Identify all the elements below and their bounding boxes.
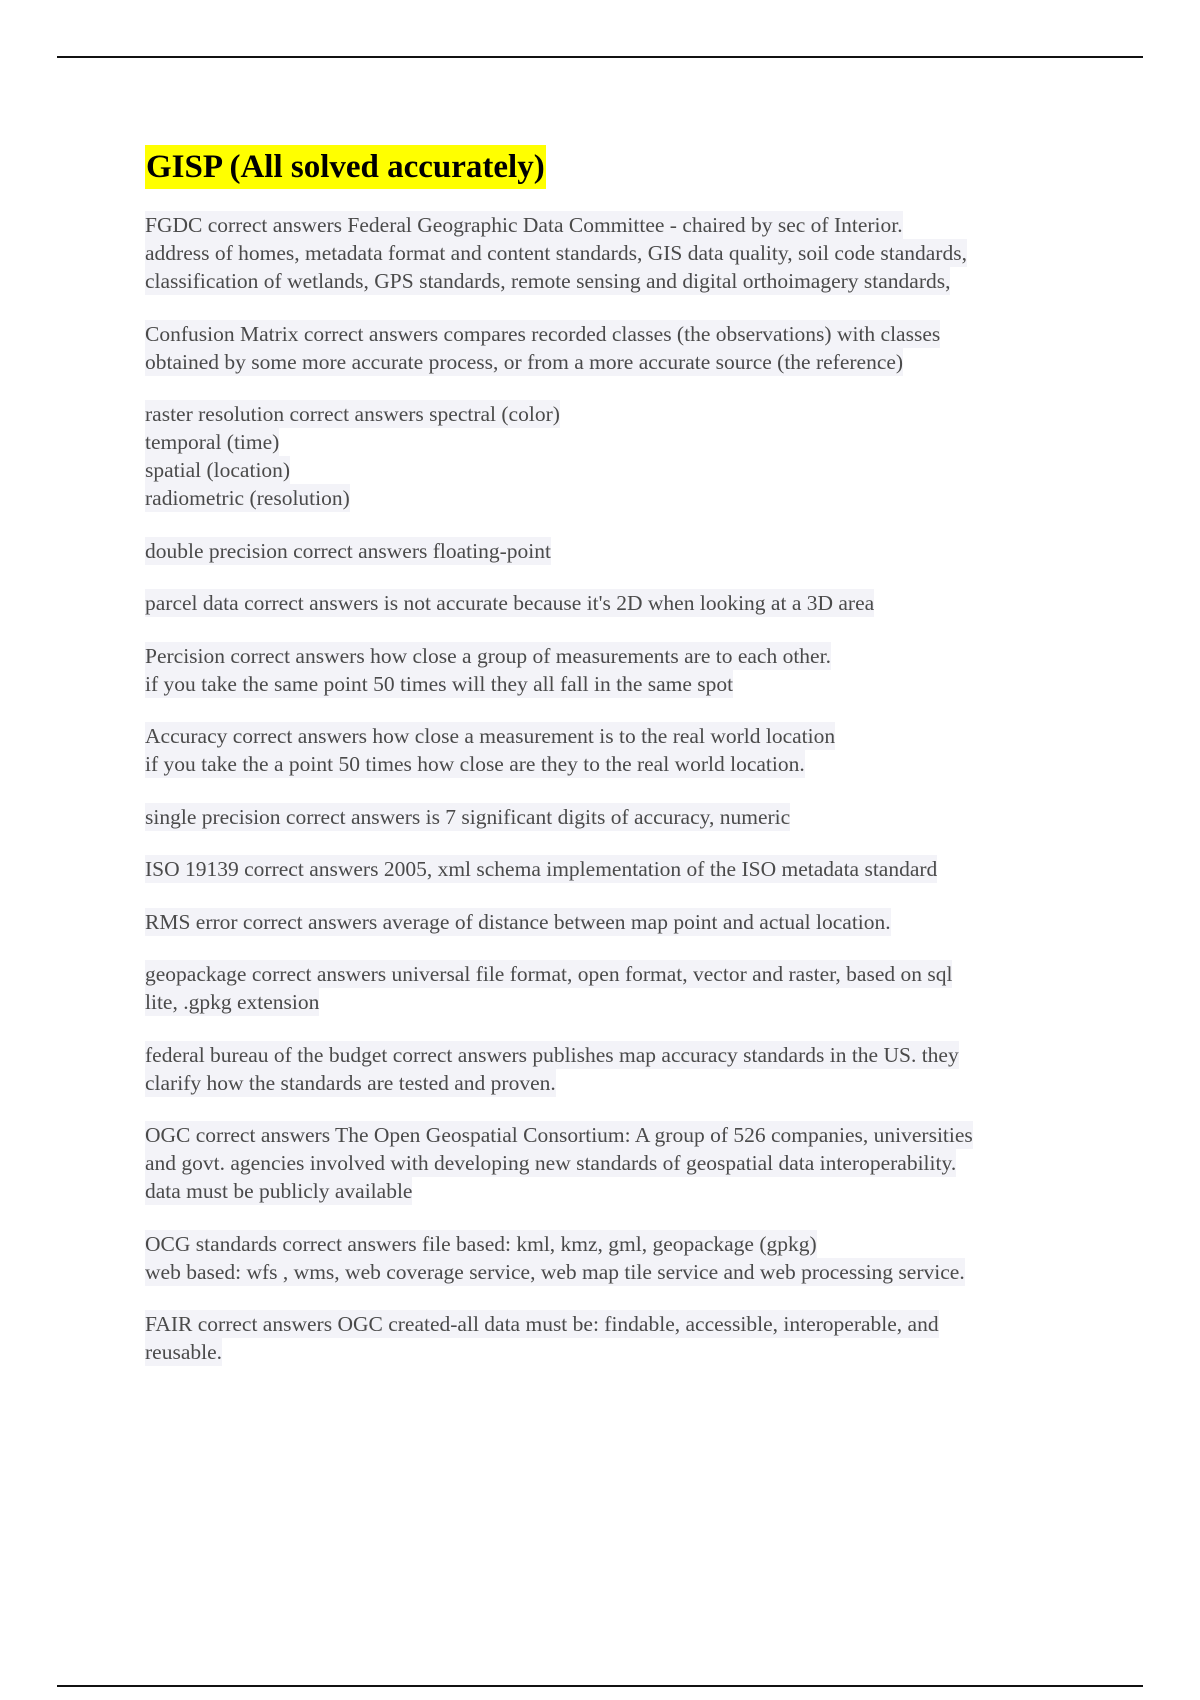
entry-parcel-data bbox=[145, 589, 1090, 617]
entry-iso-19139 bbox=[145, 855, 1090, 883]
entry-federal-bureau-of-the-budget bbox=[145, 1041, 1090, 1097]
entry-line: double precision correct answers floating-point bbox=[145, 538, 551, 563]
entry-line: obtained by some more accurate process, or from a more accurate source (the reference) bbox=[145, 349, 904, 374]
entry-line: temporal (time) bbox=[145, 430, 280, 454]
document-body bbox=[145, 145, 1090, 1391]
entry-line: geopackage correct answers universal file format, open format, vector and raster, based on sql bbox=[145, 962, 953, 986]
entry-line: OCG standards correct answers file based: kml, kmz, gml, geopackage (gpkg) bbox=[145, 1231, 817, 1256]
entry-accuracy bbox=[145, 722, 1090, 778]
entry-line: RMS error correct answers average of distance between map point and actual location. bbox=[145, 909, 891, 934]
entry-line: raster resolution correct answers spectral (color) bbox=[145, 402, 560, 426]
entry-line: lite, .gpkg extension bbox=[145, 990, 320, 1014]
entry-line: if you take the a point 50 times how close are they to the real world location. bbox=[145, 752, 805, 776]
entry-line: radiometric (resolution) bbox=[145, 486, 350, 510]
entry-line: FAIR correct answers OGC created-all data must be: findable, accessible, interoperable, and bbox=[145, 1312, 939, 1336]
entry-line: reusable. bbox=[145, 1340, 223, 1364]
entry-rms-error bbox=[145, 908, 1090, 936]
entry-line: parcel data correct answers is not accurate because it's 2D when looking at a 3D area bbox=[145, 591, 875, 615]
entry-line: FGDC correct answers Federal Geographic Data Committee - chaired by sec of Interior. bbox=[145, 213, 903, 237]
entry-line: Confusion Matrix correct answers compares recorded classes (the observations) with classes bbox=[145, 321, 941, 346]
entry-percision bbox=[145, 642, 1090, 698]
entry-line: web based: wfs , wms, web coverage service, web map tile service and web processing service. bbox=[145, 1259, 965, 1284]
top-rule bbox=[57, 56, 1143, 58]
entry-ogc bbox=[145, 1121, 1090, 1205]
title-wrapper bbox=[145, 145, 1090, 211]
entry-line: classification of wetlands, GPS standards, remote sensing and digital orthoimagery standards, bbox=[145, 269, 951, 293]
entry-fair bbox=[145, 1310, 1090, 1366]
document-title: GISP (All solved accurately) bbox=[145, 145, 546, 189]
entry-confusion-matrix bbox=[145, 320, 1090, 376]
entry-line: Accuracy correct answers how close a measurement is to the real world location bbox=[145, 724, 836, 748]
entry-raster-resolution bbox=[145, 400, 1090, 512]
entry-geopackage bbox=[145, 960, 1090, 1016]
entry-double-precision bbox=[145, 537, 1090, 565]
entry-line: spatial (location) bbox=[145, 458, 291, 482]
entry-line: single precision correct answers is 7 significant digits of accuracy, numeric bbox=[145, 804, 791, 829]
entry-single-precision bbox=[145, 803, 1090, 831]
entry-line: data must be publicly available bbox=[145, 1179, 413, 1203]
entry-line: address of homes, metadata format and content standards, GIS data quality, soil code standards, bbox=[145, 241, 967, 265]
entry-line: OGC correct answers The Open Geospatial Consortium: A group of 526 companies, universities bbox=[145, 1123, 973, 1147]
bottom-rule bbox=[57, 1685, 1143, 1687]
entry-line: ISO 19139 correct answers 2005, xml schema implementation of the ISO metadata standard bbox=[145, 857, 938, 881]
entry-line: clarify how the standards are tested and proven. bbox=[145, 1070, 556, 1095]
entry-line: if you take the same point 50 times will they all fall in the same spot bbox=[145, 671, 734, 696]
entry-line: federal bureau of the budget correct answers publishes map accuracy standards in the US. they bbox=[145, 1042, 959, 1067]
entry-line: Percision correct answers how close a group of measurements are to each other. bbox=[145, 643, 831, 668]
entry-line: and govt. agencies involved with developing new standards of geospatial data interoperability. bbox=[145, 1151, 957, 1175]
entry-fgdc bbox=[145, 211, 1090, 295]
entry-ocg-standards bbox=[145, 1230, 1090, 1286]
